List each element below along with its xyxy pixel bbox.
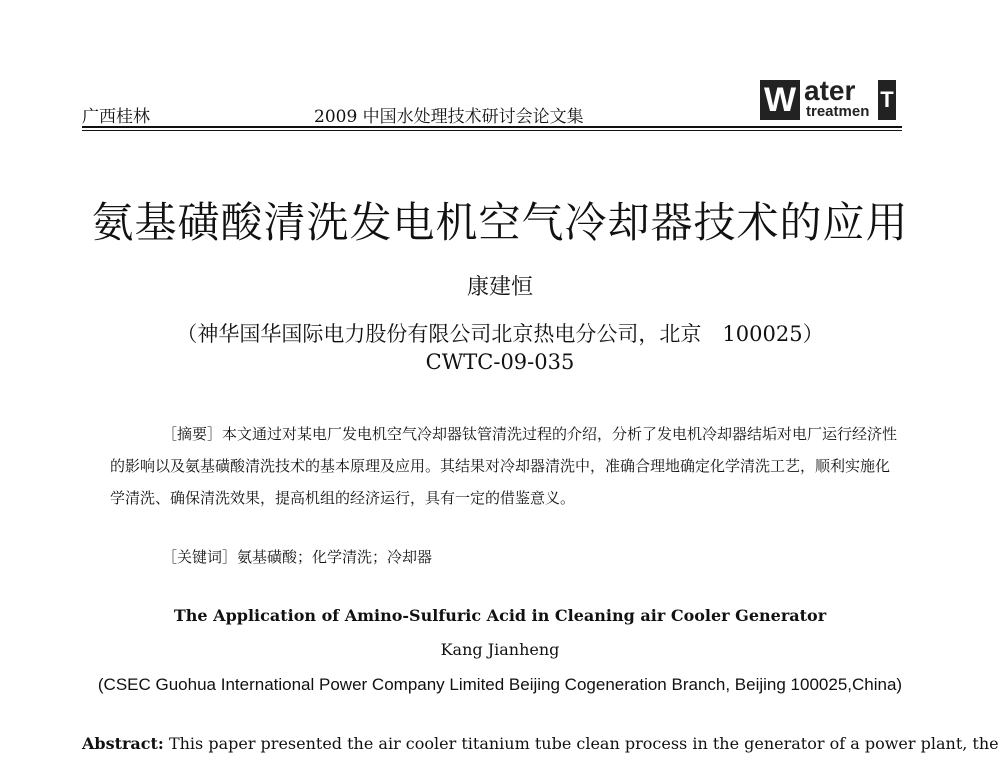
author-affiliation: （神华国华国际电力股份有限公司北京热电分公司，北京 100025） <box>176 322 824 346</box>
header-rule <box>82 126 902 128</box>
english-abstract <box>82 734 999 753</box>
keywords-text: 氨基磺酸；化学清洗；冷却器 <box>237 548 433 566</box>
abstract-label: ［摘要］ <box>162 425 223 443</box>
paper-title: 氨基磺酸清洗发电机空气冷却器技术的应用 <box>91 198 909 247</box>
keywords <box>162 546 432 567</box>
abstract-paragraph <box>110 418 900 514</box>
abstract-text: 本文通过对某电厂发电机空气冷却器钛管清洗过程的介绍，分析了发电机冷却器结垢对电厂运行经济性的影响以及氨基磺酸清洗技术的基本原理及应用。其结果对冷却器清洗中，准确合理地确定化学清洗工艺，顺利实施化学清洗、确保清洗效果，提高机组的经济运行，具有一定的借鉴意义。 <box>110 425 898 507</box>
paper-code: CWTC-09-035 <box>425 350 575 374</box>
author-name: 康建恒 <box>466 275 533 300</box>
logo-treatment-text: treatmen <box>806 103 870 120</box>
english-abstract-label: Abstract: <box>82 734 164 753</box>
logo-w-mark: W <box>760 80 800 120</box>
header-rule-thin <box>82 130 902 131</box>
logo-t-mark: T <box>878 80 896 120</box>
english-abstract-text: This paper presented the air cooler titanium tube clean process in the generator of a power plant, the <box>168 734 999 753</box>
header-location: 广西桂林 <box>82 107 150 127</box>
logo-ater-text: ater <box>804 75 856 106</box>
keywords-label: ［关键词］ <box>162 548 238 566</box>
english-title: The Application of Amino-Sulfuric Acid in Cleaning air Cooler Generator <box>173 606 827 625</box>
water-treatment-logo <box>760 75 900 124</box>
english-author: Kang Jianheng <box>440 640 560 659</box>
header-proceedings-title: 2009 中国水处理技术研讨会论文集 <box>314 107 584 127</box>
chinese-abstract <box>110 418 900 514</box>
english-affiliation: (CSEC Guohua International Power Company Limited Beijing Cogeneration Branch, Beijing 100025,China) <box>97 675 903 694</box>
